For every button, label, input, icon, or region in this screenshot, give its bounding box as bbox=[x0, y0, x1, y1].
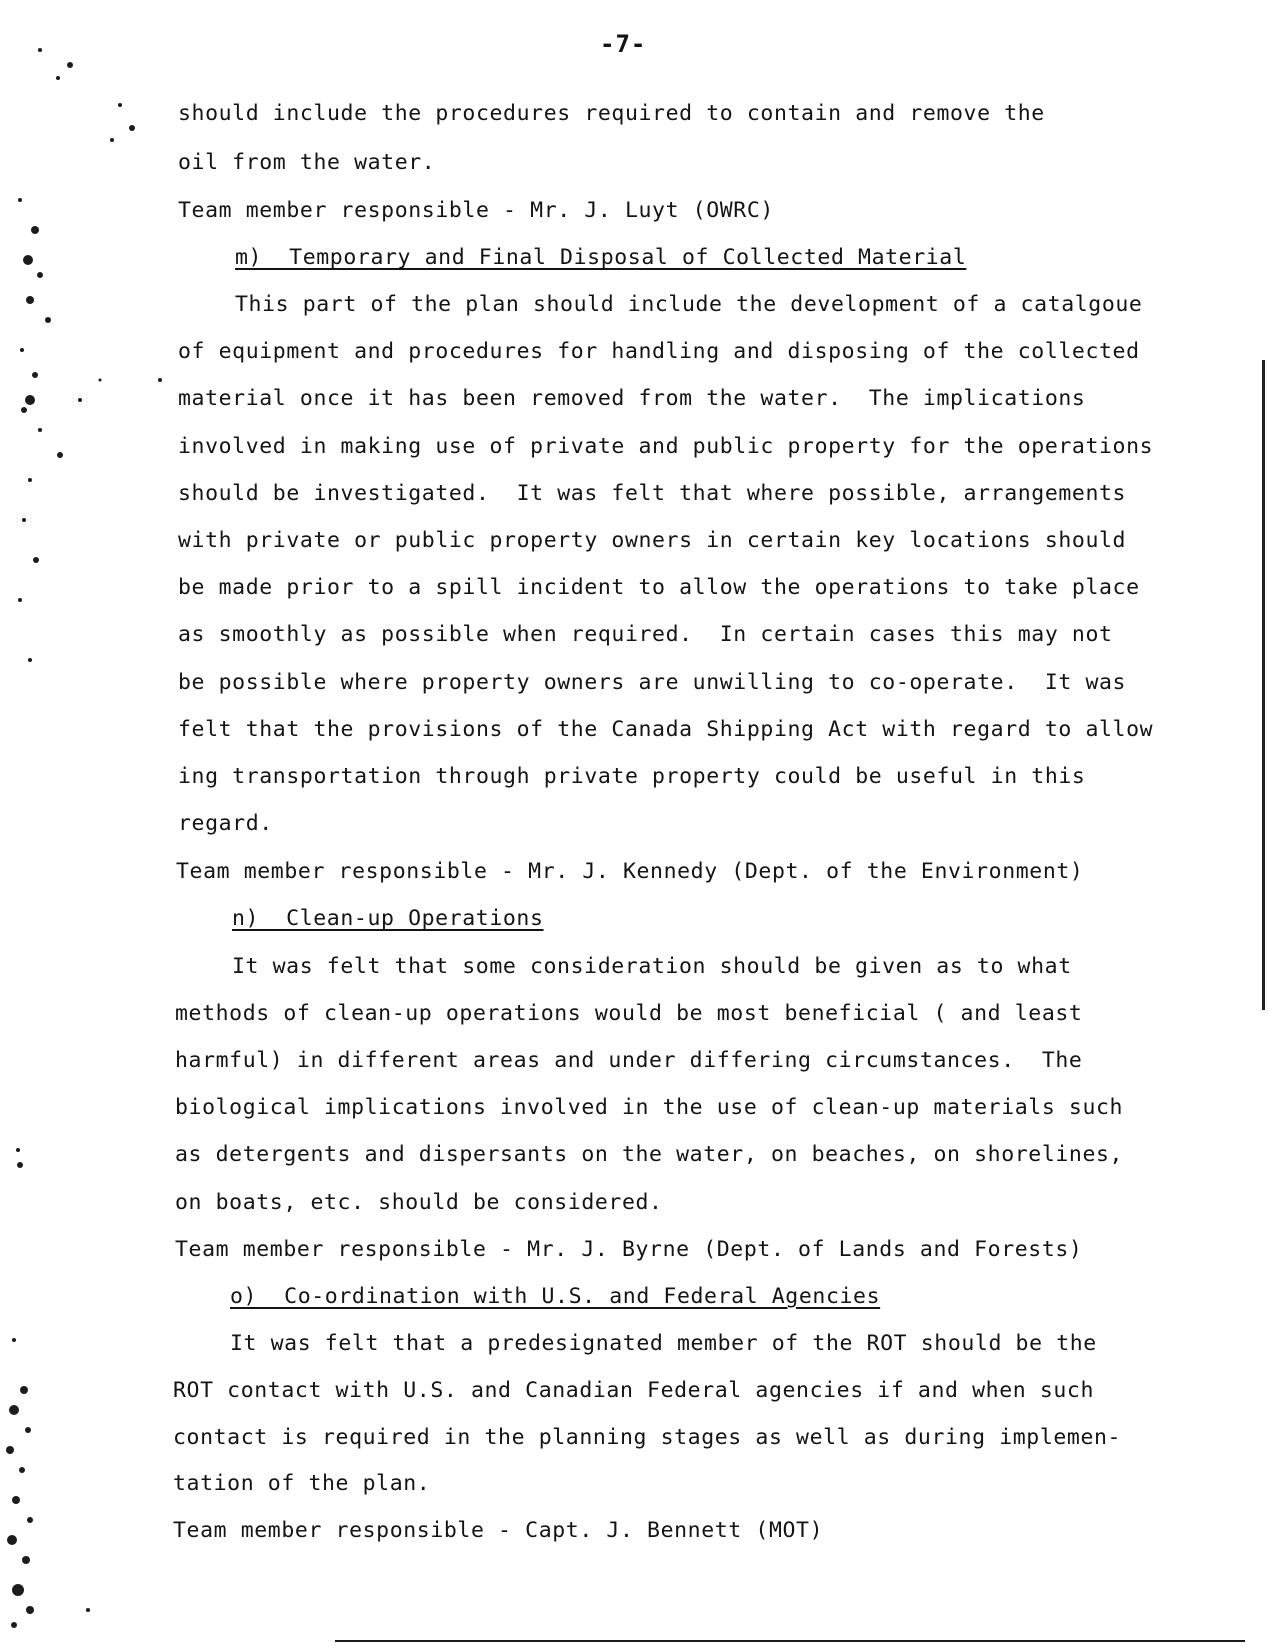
body-line: be possible where property owners are unwilling to co-operate. It was bbox=[178, 670, 1127, 695]
body-line: should be investigated. It was felt that where possible, arrangements bbox=[178, 481, 1127, 506]
body-line: with private or public property owners in certain key locations should bbox=[178, 528, 1127, 553]
body-line: should include the procedures required to contain and remove the bbox=[178, 101, 1045, 126]
right-margin-bar bbox=[1262, 360, 1265, 1010]
body-line: involved in making use of private and public property for the operations bbox=[178, 434, 1154, 459]
section-heading-o: o) Co-ordination with U.S. and Federal Agencies bbox=[230, 1284, 881, 1309]
body-line: as detergents and dispersants on the water, on beaches, on shorelines, bbox=[175, 1142, 1124, 1167]
body-line: felt that the provisions of the Canada Shipping Act with regard to allow bbox=[178, 717, 1154, 742]
body-line: tation of the plan. bbox=[173, 1471, 431, 1496]
body-line: It was felt that a predesignated member of the ROT should be the bbox=[230, 1331, 1097, 1356]
body-line: regard. bbox=[178, 811, 273, 836]
body-line: It was felt that some consideration should be given as to what bbox=[232, 954, 1072, 979]
team-member-line: Team member responsible - Mr. J. Kennedy (Dept. of the Environment) bbox=[176, 859, 1084, 884]
body-line: ing transportation through private property could be useful in this bbox=[178, 764, 1086, 789]
body-line: ROT contact with U.S. and Canadian Federal agencies if and when such bbox=[173, 1378, 1094, 1403]
body-line: material once it has been removed from the water. The implications bbox=[178, 386, 1086, 411]
body-line: biological implications involved in the use of clean-up materials such bbox=[175, 1095, 1124, 1120]
bottom-rule bbox=[335, 1640, 1245, 1642]
team-member-line: Team member responsible - Capt. J. Bennett (MOT) bbox=[173, 1518, 824, 1543]
body-line: of equipment and procedures for handling and disposing of the collected bbox=[178, 339, 1140, 364]
body-line: This part of the plan should include the development of a catalgoue bbox=[235, 292, 1143, 317]
body-line: as smoothly as possible when required. In certain cases this may not bbox=[178, 622, 1113, 647]
body-line: harmful) in different areas and under differing circumstances. The bbox=[175, 1048, 1083, 1073]
team-member-line: Team member responsible - Mr. J. Byrne (Dept. of Lands and Forests) bbox=[175, 1237, 1083, 1262]
page-number: -7- bbox=[600, 30, 647, 58]
body-line: be made prior to a spill incident to allow the operations to take place bbox=[178, 575, 1140, 600]
section-heading-n: n) Clean-up Operations bbox=[232, 906, 544, 931]
section-heading-m: m) Temporary and Final Disposal of Collected Material bbox=[235, 245, 967, 270]
body-line: on boats, etc. should be considered. bbox=[175, 1190, 663, 1215]
body-line: oil from the water. bbox=[178, 150, 436, 175]
team-member-line: Team member responsible - Mr. J. Luyt (OWRC) bbox=[178, 198, 774, 223]
body-line: contact is required in the planning stages as well as during implemen- bbox=[173, 1425, 1122, 1450]
body-line: methods of clean-up operations would be most beneficial ( and least bbox=[175, 1001, 1083, 1026]
